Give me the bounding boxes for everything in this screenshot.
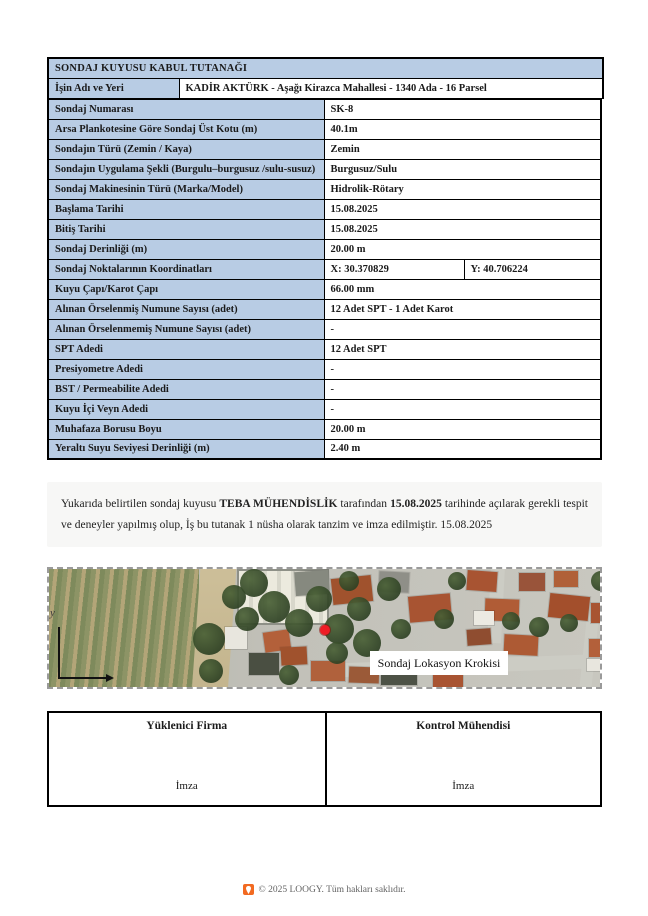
row-label: Alınan Örselenmiş Numune Sayısı (adet)	[48, 299, 324, 319]
statement-bold-segment: TEBA MÜHENDİSLİK	[219, 498, 338, 510]
statement-segment: tarihinde açılarak gerekli tespit ve deneyler yapılmış olup, İş bu tutanak 1 nüsha olarak tanzim ve imza edilmiştir. 15.08.2025	[61, 498, 588, 531]
row-value: 12 Adet SPT	[324, 339, 601, 359]
signature-title: Yüklenici Firma	[146, 720, 228, 733]
row-value: -	[324, 319, 601, 339]
statement-bold-segment: 15.08.2025	[390, 498, 442, 510]
map-house	[311, 661, 345, 681]
table-row	[48, 139, 601, 159]
row-label: Alınan Örselenmemiş Numune Sayısı (adet)	[48, 319, 324, 339]
map-field	[49, 569, 199, 687]
row-label: SPT Adedi	[48, 339, 324, 359]
table-row	[48, 119, 601, 139]
map-house	[466, 570, 497, 592]
map-house	[281, 647, 308, 666]
map-house	[587, 659, 600, 671]
signature-cell-engineer	[325, 713, 601, 805]
info-table	[47, 99, 602, 461]
axis-line-vertical	[58, 627, 60, 679]
map-house	[519, 573, 545, 591]
map-canvas	[49, 569, 600, 687]
row-label: Sondajın Türü (Zemin / Kaya)	[48, 139, 324, 159]
row-value: -	[324, 399, 601, 419]
table-row	[48, 199, 601, 219]
table-row	[48, 99, 601, 119]
map-house	[474, 611, 494, 625]
signature-cell-contractor	[49, 713, 325, 805]
row-value: -	[324, 359, 601, 379]
row-value: 66.00 mm	[324, 279, 601, 299]
map-tree-icon	[285, 609, 313, 637]
map-tree-icon	[235, 607, 259, 631]
table-row	[48, 319, 601, 339]
row-value: -	[324, 379, 601, 399]
row-value: 15.08.2025	[324, 199, 601, 219]
row-value: 20.00 m	[324, 239, 601, 259]
axis-arrow-icon	[106, 674, 114, 682]
table-row	[48, 219, 601, 239]
statement-segment: tarafından	[337, 498, 391, 510]
footer-text: © 2025 LOOGY. Tüm hakları saklıdır.	[258, 884, 406, 895]
signature-placeholder: İmza	[175, 780, 198, 793]
map-tree-icon	[448, 572, 466, 590]
statement-segment: Yukarıda belirtilen sondaj kuyusu	[61, 498, 220, 510]
location-map	[47, 567, 602, 689]
table-row	[48, 439, 601, 459]
table-row	[48, 359, 601, 379]
map-house	[591, 603, 600, 623]
map-house	[466, 629, 491, 647]
table-row	[48, 339, 601, 359]
row-value: 40.1m	[324, 119, 601, 139]
info-table-header	[47, 57, 604, 99]
axis-line-horizontal	[58, 677, 108, 679]
table-row	[48, 78, 603, 98]
row-label: Kuyu Çapı/Karot Çapı	[48, 279, 324, 299]
row-label: Başlama Tarihi	[48, 199, 324, 219]
row-value: 2.40 m	[324, 439, 601, 459]
row-label: Arsa Plankotesine Göre Sondaj Üst Kotu (m)	[48, 119, 324, 139]
info-table-body	[48, 99, 601, 459]
loogy-logo-icon	[243, 884, 254, 895]
table-row	[48, 239, 601, 259]
row-label: Sondaj Derinliği (m)	[48, 239, 324, 259]
row-value: SK-8	[324, 99, 601, 119]
map-tree-icon	[279, 665, 299, 685]
table-title-row	[48, 58, 603, 78]
row-label: Sondaj Noktalarının Koordinatları	[48, 259, 324, 279]
row-label: BST / Permeabilite Adedi	[48, 379, 324, 399]
row-label: Kuyu İçi Veyn Adedi	[48, 399, 324, 419]
table-row	[48, 419, 601, 439]
map-caption: Sondaj Lokasyon Krokisi	[370, 651, 508, 675]
axis-label: y	[50, 607, 55, 620]
map-tree-icon	[377, 577, 401, 601]
map-tree-icon	[347, 597, 371, 621]
map-house	[433, 673, 463, 687]
row-label: Sondaj Numarası	[48, 99, 324, 119]
row-value: Hidrolik-Rötary	[324, 179, 601, 199]
table-row	[48, 259, 601, 279]
row-label: Sondajın Uygulama Şekli (Burgulu–burgusuz /sulu-susuz)	[48, 159, 324, 179]
table-row	[48, 179, 601, 199]
map-tree-icon	[529, 617, 549, 637]
table-row	[48, 159, 601, 179]
statement-text	[47, 482, 602, 547]
table-row	[48, 279, 601, 299]
map-house	[589, 639, 600, 657]
page-footer	[0, 884, 648, 897]
map-house	[554, 571, 578, 587]
row-value: KADİR AKTÜRK - Aşağı Kirazca Mahallesi - 1340 Ada - 16 Parsel	[179, 78, 603, 98]
row-label: Presiyometre Adedi	[48, 359, 324, 379]
signature-title: Kontrol Mühendisi	[416, 720, 511, 733]
row-value: 20.00 m	[324, 419, 601, 439]
row-value: Zemin	[324, 139, 601, 159]
row-label: Bitiş Tarihi	[48, 219, 324, 239]
table-row	[48, 399, 601, 419]
table-row	[48, 379, 601, 399]
signature-section	[47, 711, 602, 807]
row-label: İşin Adı ve Yeri	[48, 78, 179, 98]
table-row	[48, 299, 601, 319]
map-tree-icon	[502, 612, 520, 630]
map-tree-icon	[560, 614, 578, 632]
row-value: X: 30.370829	[324, 259, 464, 279]
row-label: Yeraltı Suyu Seviyesi Derinliği (m)	[48, 439, 324, 459]
row-label: Muhafaza Borusu Boyu	[48, 419, 324, 439]
map-tree-icon	[591, 571, 600, 591]
signature-placeholder: İmza	[452, 780, 475, 793]
map-house	[503, 634, 538, 656]
map-tree-icon	[391, 619, 411, 639]
document-title: SONDAJ KUYUSU KABUL TUTANAĞI	[48, 58, 603, 78]
row-label: Sondaj Makinesinin Türü (Marka/Model)	[48, 179, 324, 199]
row-value: Burgusuz/Sulu	[324, 159, 601, 179]
row-value: 15.08.2025	[324, 219, 601, 239]
map-tree-icon	[434, 609, 454, 629]
row-value: Y: 40.706224	[464, 259, 601, 279]
map-house	[249, 653, 279, 675]
row-value: 12 Adet SPT - 1 Adet Karot	[324, 299, 601, 319]
document-content	[47, 57, 602, 807]
